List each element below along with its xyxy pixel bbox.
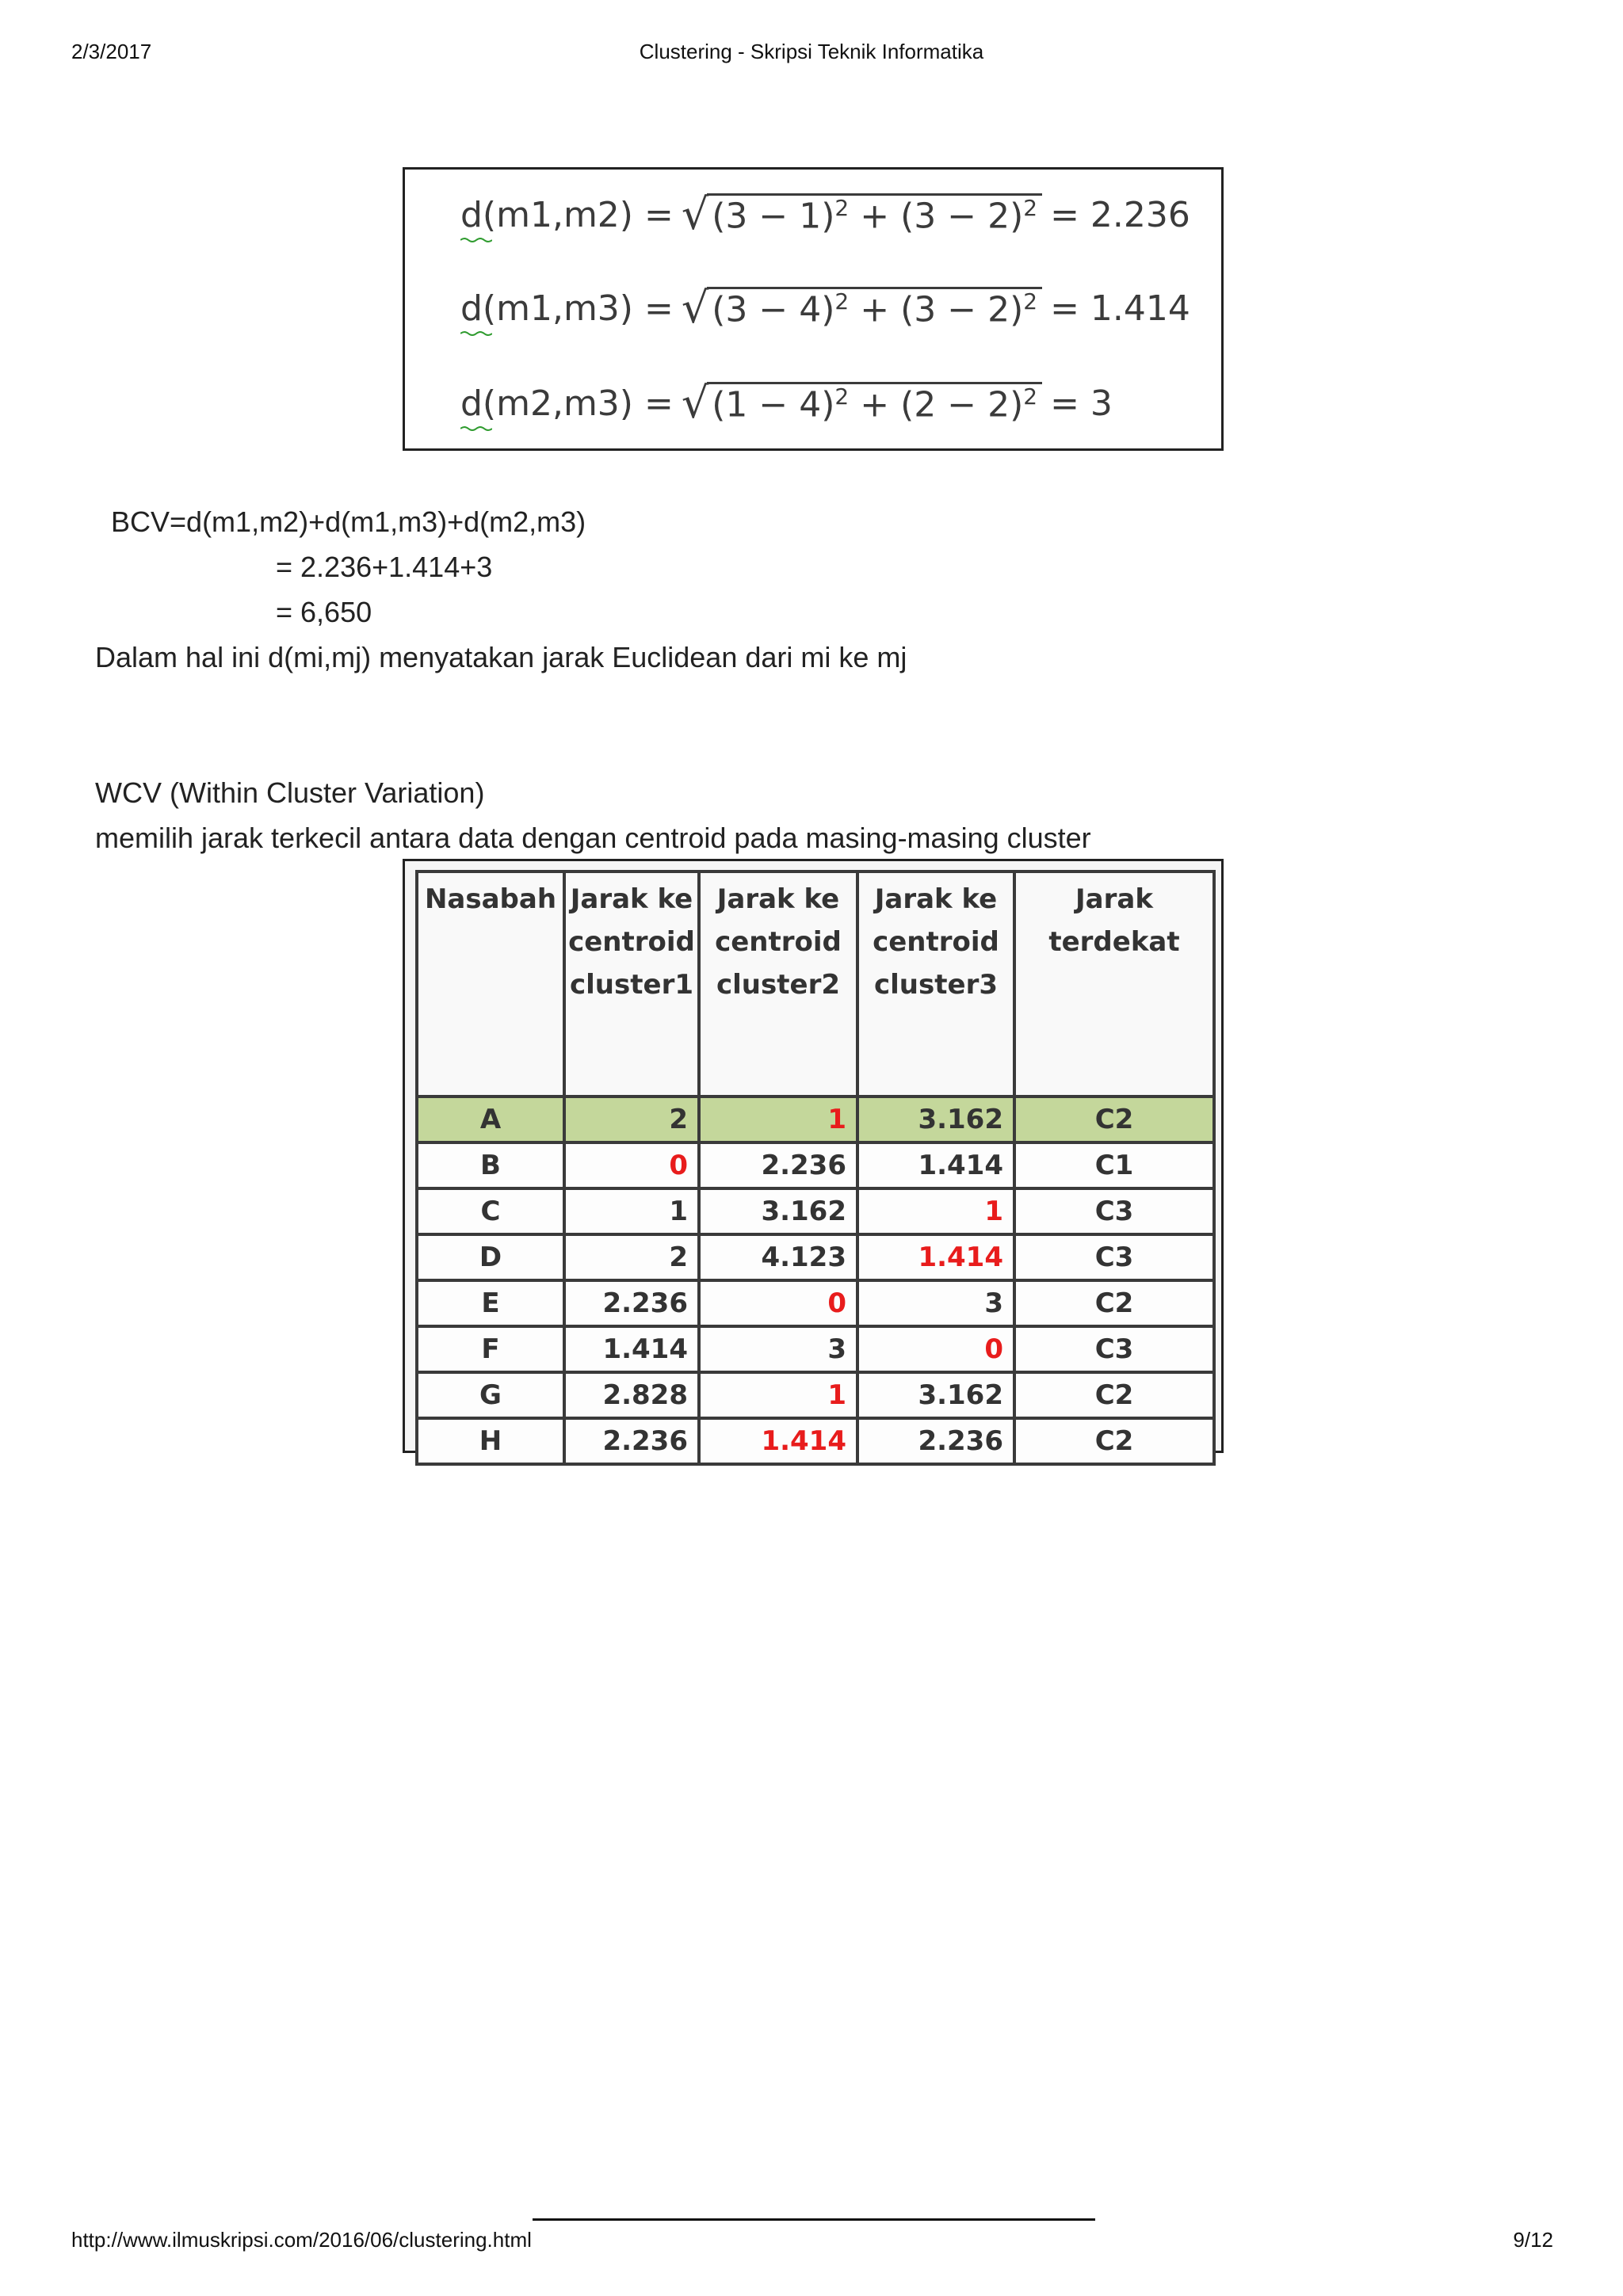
radicand-term-b: (3 − 2) <box>900 289 1024 330</box>
bcv-formula: BCV=d(m1,m2)+d(m1,m3)+d(m2,m3) <box>111 505 586 538</box>
cell-nearest: C1 <box>1014 1142 1214 1188</box>
cell-nasabah: D <box>417 1234 564 1280</box>
cell-c1: 1 <box>564 1188 699 1234</box>
cell-nasabah: E <box>417 1280 564 1326</box>
cell-nasabah: A <box>417 1097 564 1142</box>
table-row <box>417 1326 1214 1372</box>
cell-c3: 1 <box>857 1188 1014 1234</box>
bcv-result: = 6,650 <box>276 596 372 628</box>
cell-c2: 2.236 <box>699 1142 857 1188</box>
cell-c1: 0 <box>564 1142 699 1188</box>
cell-c3: 0 <box>857 1326 1014 1372</box>
bcv-explanation: Dalam hal ini d(mi,mj) menyatakan jarak Euclidean dari mi ke mj <box>95 641 907 673</box>
cell-c2: 1.414 <box>699 1418 857 1464</box>
cell-c2: 3 <box>699 1326 857 1372</box>
cell-nearest: C2 <box>1014 1418 1214 1464</box>
euclidean-formula-image <box>403 167 1224 451</box>
cell-c1: 2 <box>564 1097 699 1142</box>
formula-result: = 1.414 <box>1050 288 1190 330</box>
bcv-sum: = 2.236+1.414+3 <box>276 551 493 583</box>
page-title: Clustering - Skripsi Teknik Informatika <box>639 40 984 63</box>
col-header-nearest: Jarak terdekat <box>1014 871 1214 1097</box>
formula-row <box>460 189 1190 239</box>
cell-c3: 3.162 <box>857 1097 1014 1142</box>
radicand-term-b: (3 − 2) <box>900 196 1024 237</box>
cell-nasabah: F <box>417 1326 564 1372</box>
table-row <box>417 1188 1214 1234</box>
cell-c3: 1.414 <box>857 1234 1014 1280</box>
spellcheck-squiggle-icon <box>460 330 492 337</box>
page-number: 9/12 <box>1513 2228 1553 2252</box>
table-row <box>417 1097 1214 1142</box>
cell-nearest: C3 <box>1014 1326 1214 1372</box>
cell-c1: 1.414 <box>564 1326 699 1372</box>
formula-lhs: d(m1,m3) = <box>460 288 674 329</box>
formula-lhs: d(m1,m2) = <box>460 195 674 235</box>
radicand-term-b: (2 − 2) <box>900 384 1024 425</box>
source-url: http://www.ilmuskripsi.com/2016/06/clustering.html <box>71 2228 532 2252</box>
cell-c2: 0 <box>699 1280 857 1326</box>
cell-c2: 3.162 <box>699 1188 857 1234</box>
table-row <box>417 1280 1214 1326</box>
square-root: √ $(3 - 1)^2 + (3 - 2)^2$ <box>682 193 1042 237</box>
table-row <box>417 1372 1214 1418</box>
footer-divider <box>533 2218 1095 2221</box>
cell-c1: 2.828 <box>564 1372 699 1418</box>
cell-c1: 2 <box>564 1234 699 1280</box>
formula-row <box>460 283 1190 333</box>
wcv-description: memilih jarak terkecil antara data dengan centroid pada masing-masing cluster <box>95 822 1091 854</box>
cell-c1: 2.236 <box>564 1418 699 1464</box>
col-header-cluster3: Jarak ke centroid cluster3 <box>857 871 1014 1097</box>
cell-nearest: C2 <box>1014 1280 1214 1326</box>
formula-row <box>460 378 1113 428</box>
formula-result: = 2.236 <box>1050 195 1190 236</box>
square-root: √ $(3 - 4)^2 + (3 - 2)^2$ <box>682 287 1042 330</box>
cell-c3: 1.414 <box>857 1142 1014 1188</box>
cell-nearest: C3 <box>1014 1188 1214 1234</box>
cell-nasabah: B <box>417 1142 564 1188</box>
table-row <box>417 1418 1214 1464</box>
table-row <box>417 1142 1214 1188</box>
col-header-cluster1: Jarak ke centroid cluster1 <box>564 871 699 1097</box>
cell-nasabah: H <box>417 1418 564 1464</box>
print-date: 2/3/2017 <box>71 40 152 63</box>
col-header-nasabah: Nasabah <box>417 871 564 1097</box>
cell-nasabah: G <box>417 1372 564 1418</box>
table-row <box>417 1234 1214 1280</box>
cell-c2: 1 <box>699 1372 857 1418</box>
radicand-term-a: (1 − 4) <box>712 384 835 425</box>
spellcheck-squiggle-icon <box>460 425 492 432</box>
cell-c2: 1 <box>699 1097 857 1142</box>
cell-nearest: C2 <box>1014 1372 1214 1418</box>
cell-nearest: C2 <box>1014 1097 1214 1142</box>
spellcheck-squiggle-icon <box>460 237 492 243</box>
radicand-term-a: (3 − 4) <box>712 289 835 330</box>
cell-c2: 4.123 <box>699 1234 857 1280</box>
table-header-row <box>417 871 1214 1097</box>
cell-c3: 3.162 <box>857 1372 1014 1418</box>
wcv-distance-table-image <box>403 859 1224 1457</box>
formula-lhs: d(m2,m3) = <box>460 383 674 424</box>
cell-nasabah: C <box>417 1188 564 1234</box>
cell-nearest: C3 <box>1014 1234 1214 1280</box>
cell-c3: 2.236 <box>857 1418 1014 1464</box>
wcv-heading: WCV (Within Cluster Variation) <box>95 776 485 809</box>
cell-c3: 3 <box>857 1280 1014 1326</box>
distance-table <box>415 870 1216 1466</box>
cell-c1: 2.236 <box>564 1280 699 1326</box>
col-header-cluster2: Jarak ke centroid cluster2 <box>699 871 857 1097</box>
formula-result: = 3 <box>1050 383 1113 425</box>
square-root: √ $(1 - 4)^2 + (2 - 2)^2$ <box>682 382 1042 425</box>
radicand-term-a: (3 − 1) <box>712 196 835 237</box>
